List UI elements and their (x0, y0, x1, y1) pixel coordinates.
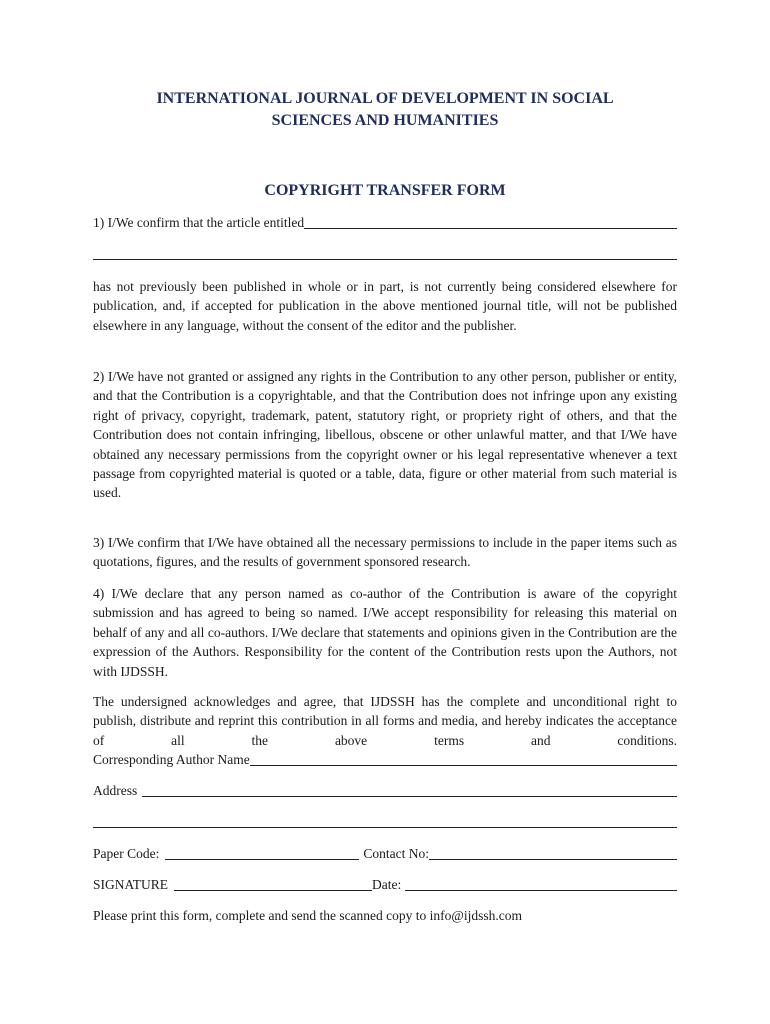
paper-code-label: Paper Code: (93, 846, 160, 861)
address-label: Address (93, 783, 138, 798)
clause-1-body: has not previously been published in whole or in part, is not currently being considered elsewhere for publication, and, if accepted for publication in the above mentioned journal title, will not be published elsewhere in any language, without the consent of the editor and the publisher. (93, 279, 677, 333)
article-title-row (93, 213, 677, 232)
contact-no-field[interactable] (429, 845, 677, 860)
date-label: Date: (372, 877, 402, 892)
footer-instruction-row (93, 906, 677, 925)
acknowledgement: The undersigned acknowledges and agree, that IJDSSH has the complete and unconditional right to publish, distribute and reprint this contribution in all forms and media, and hereby indicates the acceptance of all the above terms and conditions. (93, 694, 677, 748)
form-title: COPYRIGHT TRANSFER FORM (264, 182, 506, 199)
address-field-2[interactable] (93, 813, 677, 828)
journal-title (93, 88, 677, 132)
paper-code-field[interactable] (165, 845, 359, 860)
contact-no-label: Contact No: (363, 846, 429, 861)
journal-title-line-2: SCIENCES AND HUMANITIES (271, 112, 499, 129)
article-title-continuation-row (93, 245, 677, 263)
signature-label: SIGNATURE (93, 877, 169, 892)
clause-4: 4) I/We declare that any person named as co-author of the Contribution is aware of the copyright submission and has agreed to being so named. I/We accept responsibility for releasing this material on behalf of any and all co-authors. I/We declare that statements and opinions given in the Contribution are the expression of the Authors. Responsibility for the content of the Contribution rests upon the Authors, not with IJDSSH. (93, 586, 677, 679)
clause-2: 2) I/We have not granted or assigned any rights in the Contribution to any other person, publisher or entity, and that the Contribution is a copyrightable, and that the Contribution does not infringe upon any existing right of privacy, copyright, trademark, patent, statutory right, or propriety right of others, and that the Contribution does not contain infringing, libellous, obscene or other unlawful matter, and that I/We have obtained any necessary permissions from the copyright owner or his legal representative whenever a text passage from copyrighted material is quoted or a table, data, figure or other material from such material is used. (93, 369, 677, 501)
address-continuation-row (93, 813, 677, 831)
article-title-blank-2[interactable] (93, 245, 677, 260)
signature-field[interactable] (174, 876, 372, 891)
clause-1-lead: 1) I/We confirm that the article entitled (93, 215, 305, 230)
clause-3: 3) I/We confirm that I/We have obtained all the necessary permissions to include in the paper items such as quotations, figures, and the results of government sponsored research. (93, 535, 677, 570)
copyright-form-page (93, 0, 677, 1024)
footer-instruction: Please print this form, complete and send the scanned copy to info@ijdssh.com (93, 908, 522, 923)
corresponding-author-label: Corresponding Author Name (93, 752, 250, 767)
journal-title-line-1: INTERNATIONAL JOURNAL OF DEVELOPMENT IN SOCIAL (156, 90, 614, 107)
corresponding-author-field[interactable] (250, 751, 677, 766)
date-field[interactable] (405, 876, 677, 891)
paper-code-contact-row (93, 844, 677, 863)
address-row (93, 781, 677, 800)
corresponding-author-row (93, 750, 677, 769)
address-field[interactable] (142, 782, 677, 797)
signature-date-row (93, 875, 677, 894)
article-title-blank[interactable] (304, 214, 677, 229)
